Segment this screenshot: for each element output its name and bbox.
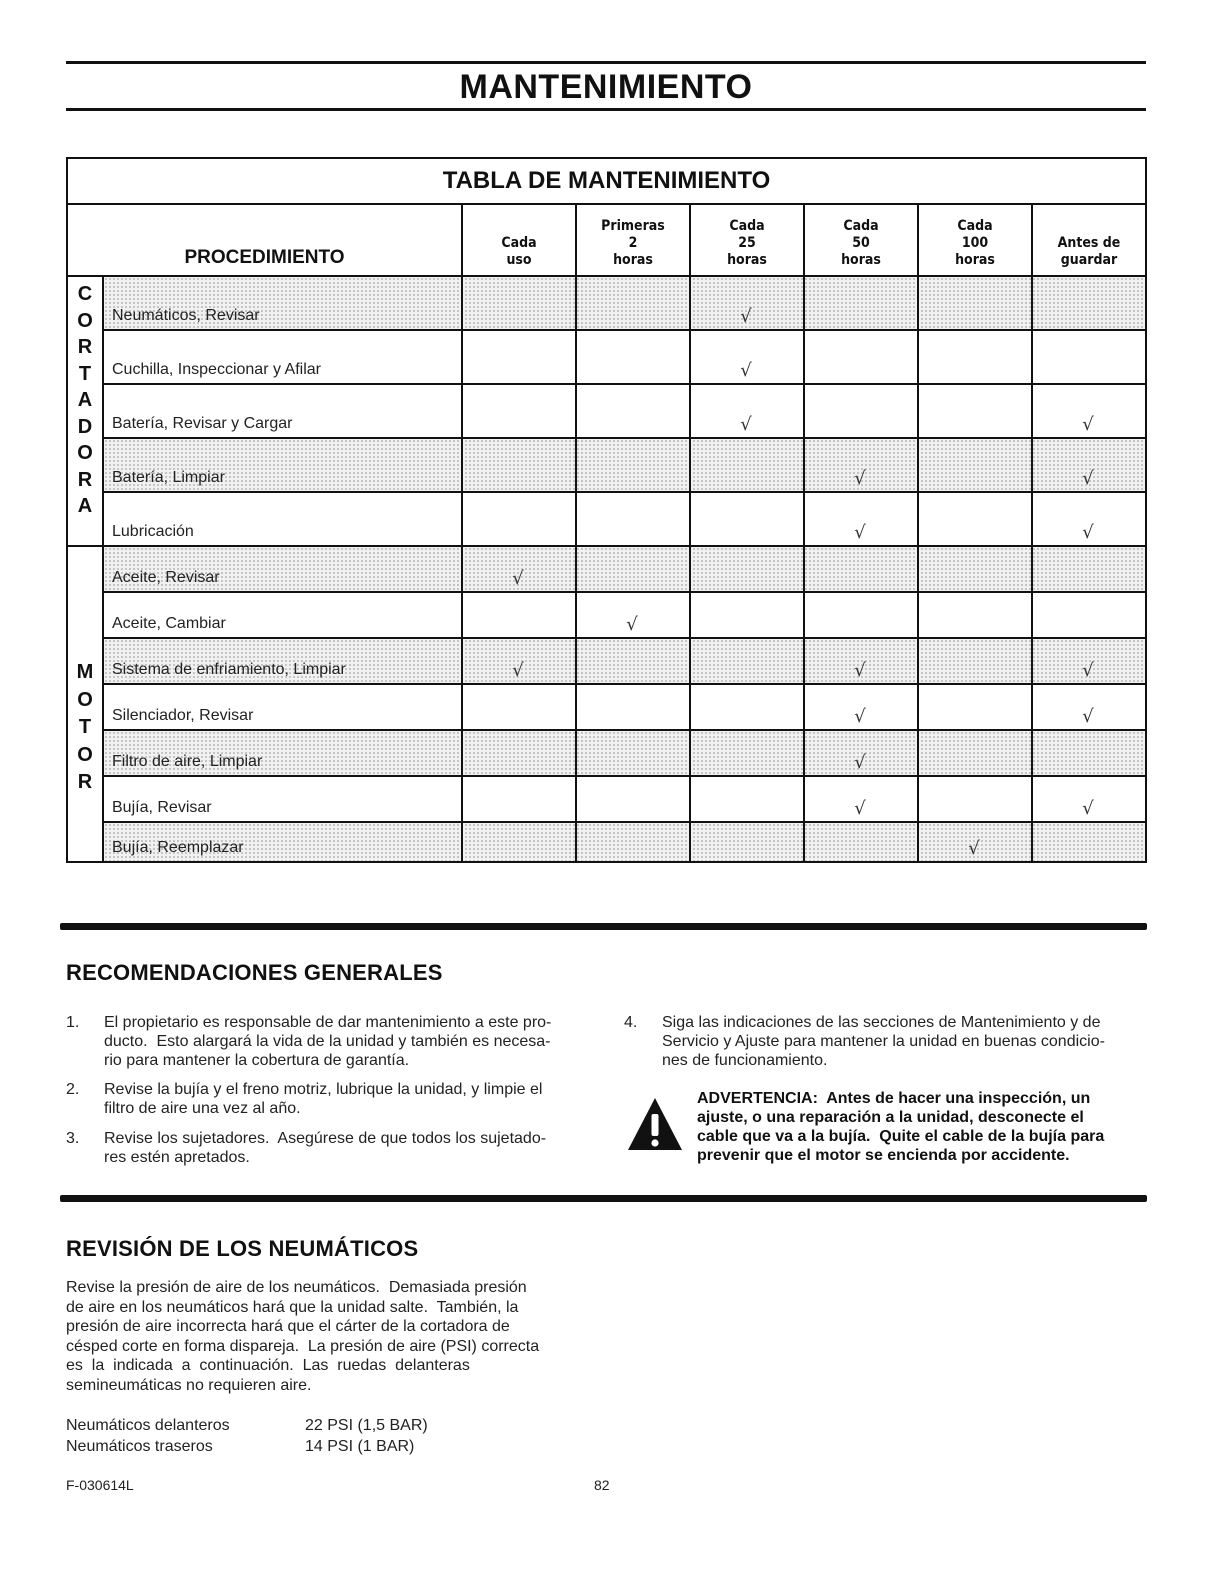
- column-divider: [803, 777, 805, 821]
- column-header-line: Cada: [501, 235, 537, 251]
- item-text-line: filtro de aire una vez al año.: [104, 1100, 301, 1117]
- top-rule: [66, 61, 1146, 64]
- recommendation-item: [624, 1013, 1148, 1070]
- column-divider: [917, 493, 919, 545]
- section-letters: [68, 659, 102, 797]
- section-letter: O: [77, 309, 93, 332]
- column-divider: [803, 731, 805, 775]
- column-divider: [1031, 731, 1033, 775]
- column-header-5: [917, 203, 1031, 275]
- table-row: [104, 639, 1145, 685]
- column-header-2: [575, 203, 689, 275]
- section-letter: O: [77, 743, 93, 766]
- table-row: [104, 547, 1145, 593]
- column-divider: [689, 685, 691, 729]
- column-divider: [689, 493, 691, 545]
- paragraph-line: de aire en los neumáticos hará que la unidad salte. También, la: [66, 1298, 519, 1316]
- column-header-line: Cada: [729, 218, 765, 234]
- column-divider: [461, 331, 463, 383]
- table-row: [104, 731, 1145, 777]
- column-header-line: Cada: [957, 218, 993, 234]
- section-divider: [68, 545, 104, 547]
- table-row: [104, 685, 1145, 731]
- warning-line: ajuste, o una reparación a la unidad, desconecte el: [697, 1109, 1084, 1126]
- procedure-label: Silenciador, Revisar: [112, 707, 254, 724]
- item-number: 2.: [66, 1081, 80, 1098]
- column-divider: [461, 685, 463, 729]
- item-number: 3.: [66, 1130, 80, 1147]
- column-header-line: uso: [506, 252, 532, 268]
- item-text-line: nes de funcionamiento.: [662, 1052, 828, 1069]
- column-divider: [917, 639, 919, 683]
- column-divider: [689, 593, 691, 637]
- section-letter: T: [78, 716, 92, 739]
- column-divider: [917, 277, 919, 329]
- column-divider: [917, 731, 919, 775]
- column-divider: [803, 331, 805, 383]
- section-letters: [68, 281, 102, 520]
- column-divider: [575, 493, 577, 545]
- column-divider: [689, 331, 691, 383]
- column-divider: [461, 731, 463, 775]
- tires-paragraph: [66, 1278, 590, 1395]
- section-label-1: [68, 277, 104, 547]
- warning-line: prevenir que el motor se encienda por accidente.: [697, 1147, 1070, 1164]
- footer-code: F-030614L: [66, 1477, 134, 1493]
- section-letter: M: [76, 661, 94, 684]
- column-divider: [1031, 547, 1033, 591]
- check-mark: √: [854, 752, 866, 773]
- column-divider: [575, 331, 577, 383]
- table-row: [104, 277, 1145, 331]
- column-divider: [1031, 593, 1033, 637]
- column-divider: [803, 277, 805, 329]
- table-row: [104, 823, 1145, 861]
- column-divider: [803, 639, 805, 683]
- title-underline: [66, 108, 1146, 111]
- column-divider: [1031, 685, 1033, 729]
- section-letter: C: [77, 283, 93, 305]
- column-divider: [689, 639, 691, 683]
- column-divider: [1031, 277, 1033, 329]
- section-rule: [60, 923, 1147, 930]
- page-number: 82: [594, 1477, 610, 1493]
- check-mark: √: [1082, 660, 1094, 681]
- column-divider: [917, 547, 919, 591]
- procedure-label: Bujía, Revisar: [112, 799, 212, 816]
- column-header-1: [461, 203, 575, 275]
- column-divider: [575, 823, 577, 861]
- warning-line: cable que va a la bujía. Quite el cable de la bujía para: [697, 1128, 1105, 1145]
- pressure-value: 14 PSI (1 BAR): [305, 1438, 415, 1455]
- check-mark: √: [1082, 522, 1094, 543]
- pressure-value: 22 PSI (1,5 BAR): [305, 1417, 428, 1434]
- column-header-line: horas: [841, 252, 881, 268]
- column-divider: [575, 639, 577, 683]
- table-title: TABLA DE MANTENIMIENTO: [68, 159, 1145, 205]
- column-divider: [917, 385, 919, 437]
- check-mark: √: [1082, 468, 1094, 489]
- item-text-line: rio para mantener la cobertura de garantía.: [104, 1052, 410, 1069]
- check-mark: √: [1082, 798, 1094, 819]
- section-letter: T: [78, 362, 92, 385]
- column-divider: [461, 547, 463, 591]
- check-mark: √: [854, 522, 866, 543]
- maintenance-table: [66, 157, 1147, 863]
- column-header-3: [689, 203, 803, 275]
- check-mark: √: [512, 568, 524, 589]
- item-text-line: Revise los sujetadores. Asegúrese de que todos los sujetado-: [104, 1130, 547, 1147]
- table-row: [104, 777, 1145, 823]
- column-divider: [917, 823, 919, 861]
- check-mark: √: [854, 798, 866, 819]
- column-header-line: guardar: [1060, 252, 1118, 268]
- column-divider: [575, 547, 577, 591]
- column-header-line: horas: [613, 252, 653, 268]
- column-divider: [461, 777, 463, 821]
- column-divider: [803, 439, 805, 491]
- section-label-2: [68, 547, 104, 861]
- column-divider: [689, 385, 691, 437]
- item-text: [662, 1013, 1105, 1070]
- column-divider: [575, 277, 577, 329]
- procedure-label: Neumáticos, Revisar: [112, 307, 260, 324]
- column-header-line: Primeras: [601, 218, 665, 234]
- procedure-label: Sistema de enfriamiento, Limpiar: [112, 661, 346, 678]
- column-header-line: horas: [955, 252, 995, 268]
- paragraph-line: Revise la presión de aire de los neumáticos. Demasiada presión: [66, 1279, 527, 1296]
- column-divider: [803, 547, 805, 591]
- section-letter: D: [77, 415, 93, 438]
- table-row: [104, 493, 1145, 547]
- column-divider: [461, 493, 463, 545]
- item-text: [104, 1129, 546, 1167]
- column-divider: [917, 331, 919, 383]
- section-rule-2: [60, 1195, 1147, 1202]
- recommendation-item: [66, 1129, 596, 1167]
- column-divider: [461, 823, 463, 861]
- column-divider: [803, 823, 805, 861]
- column-divider: [1031, 777, 1033, 821]
- section-letter: O: [77, 688, 93, 711]
- table-row: [104, 593, 1145, 639]
- pressure-label: Neumáticos traseros: [66, 1438, 213, 1455]
- item-number: 1.: [66, 1014, 80, 1031]
- column-divider: [1031, 493, 1033, 545]
- section-letter: R: [77, 468, 93, 491]
- check-mark: √: [854, 660, 866, 681]
- column-divider: [461, 277, 463, 329]
- check-mark: √: [854, 706, 866, 727]
- check-mark: √: [1082, 414, 1094, 435]
- procedure-column-header: PROCEDIMIENTO: [184, 247, 345, 268]
- check-mark: √: [854, 468, 866, 489]
- procedure-label: Lubricación: [112, 523, 194, 540]
- column-divider: [803, 685, 805, 729]
- table-row: [104, 439, 1145, 493]
- check-mark: √: [1082, 706, 1094, 727]
- column-header-line: 2: [628, 235, 638, 251]
- section-letter: R: [77, 336, 93, 358]
- item-text: [104, 1013, 551, 1070]
- column-divider: [1031, 439, 1033, 491]
- column-divider: [575, 385, 577, 437]
- column-divider: [917, 439, 919, 491]
- column-divider: [461, 439, 463, 491]
- column-divider: [1031, 331, 1033, 383]
- column-divider: [803, 493, 805, 545]
- column-header-line: 50: [852, 235, 870, 251]
- paragraph-line: césped corte en forma dispareja. La presión de aire (PSI) correcta: [66, 1337, 540, 1355]
- column-divider: [803, 385, 805, 437]
- column-divider: [917, 777, 919, 821]
- section-letter: A: [77, 495, 93, 517]
- item-number: 4.: [624, 1014, 638, 1031]
- column-divider: [575, 439, 577, 491]
- warning-text: [697, 1089, 1147, 1165]
- procedure-label: Bujía, Reemplazar: [112, 839, 244, 856]
- item-text-line: res estén apretados.: [104, 1149, 250, 1166]
- recommendation-item: [66, 1013, 596, 1070]
- section-letter: A: [77, 389, 93, 411]
- recommendations-heading: RECOMENDACIONES GENERALES: [66, 960, 443, 985]
- column-divider: [461, 385, 463, 437]
- item-text: [104, 1080, 542, 1118]
- recommendation-item: [66, 1080, 596, 1118]
- procedure-label: Aceite, Revisar: [112, 569, 220, 586]
- warning-line: ADVERTENCIA: Antes de hacer una inspección, un: [697, 1090, 1091, 1107]
- item-text-line: Revise la bujía y el freno motriz, lubrique la unidad, y limpie el: [104, 1081, 543, 1098]
- procedure-label: Aceite, Cambiar: [112, 615, 226, 632]
- column-divider: [1031, 385, 1033, 437]
- column-header-line: Antes de: [1057, 235, 1121, 251]
- column-divider: [689, 777, 691, 821]
- check-mark: √: [512, 660, 524, 681]
- column-divider: [689, 277, 691, 329]
- procedure-label: Batería, Limpiar: [112, 469, 225, 486]
- item-text-line: El propietario es responsable de dar mantenimiento a este pro-: [104, 1014, 552, 1031]
- column-divider: [689, 731, 691, 775]
- check-mark: √: [626, 614, 638, 635]
- paragraph-line: semineumáticas no requieren aire.: [66, 1376, 312, 1394]
- paragraph-line: es la indicada a continuación. Las ruedas delanteras: [66, 1357, 470, 1374]
- column-header-4: [803, 203, 917, 275]
- section-letter: O: [77, 442, 93, 464]
- tires-heading: REVISIÓN DE LOS NEUMÁTICOS: [66, 1236, 419, 1261]
- table-row: [104, 385, 1145, 439]
- table-row: [104, 331, 1145, 385]
- item-text-line: Siga las indicaciones de las secciones de Mantenimiento y de: [662, 1014, 1101, 1031]
- procedure-label: Batería, Revisar y Cargar: [112, 415, 293, 432]
- column-divider: [689, 547, 691, 591]
- column-divider: [917, 593, 919, 637]
- page-title: MANTENIMIENTO: [459, 68, 753, 106]
- column-header-6: [1031, 203, 1145, 275]
- column-divider: [575, 685, 577, 729]
- column-divider: [689, 823, 691, 861]
- procedure-label: Cuchilla, Inspeccionar y Afilar: [112, 361, 321, 378]
- pressure-label: Neumáticos delanteros: [66, 1417, 230, 1434]
- column-divider: [461, 593, 463, 637]
- check-mark: √: [740, 306, 752, 327]
- column-divider: [689, 439, 691, 491]
- column-divider: [917, 685, 919, 729]
- check-mark: √: [740, 360, 752, 381]
- check-mark: √: [740, 414, 752, 435]
- column-header-line: Cada: [843, 218, 879, 234]
- check-mark: √: [968, 838, 980, 859]
- column-header-line: 25: [738, 235, 756, 251]
- column-divider: [1031, 639, 1033, 683]
- section-letter: R: [77, 771, 93, 794]
- column-divider: [575, 777, 577, 821]
- column-divider: [575, 593, 577, 637]
- column-divider: [461, 639, 463, 683]
- paragraph-line: presión de aire incorrecta hará que el cárter de la cortadora de: [66, 1318, 510, 1335]
- column-divider: [1031, 823, 1033, 861]
- item-text-line: ducto. Esto alargará la vida de la unidad y también es necesa-: [104, 1033, 551, 1050]
- column-divider: [575, 731, 577, 775]
- item-text-line: Servicio y Ajuste para mantener la unidad en buenas condicio-: [662, 1033, 1105, 1050]
- column-header-line: horas: [727, 252, 767, 268]
- column-header-line: 100: [961, 235, 989, 251]
- warning-triangle-icon: [626, 1096, 684, 1152]
- column-divider: [803, 593, 805, 637]
- procedure-label: Filtro de aire, Limpiar: [112, 753, 263, 770]
